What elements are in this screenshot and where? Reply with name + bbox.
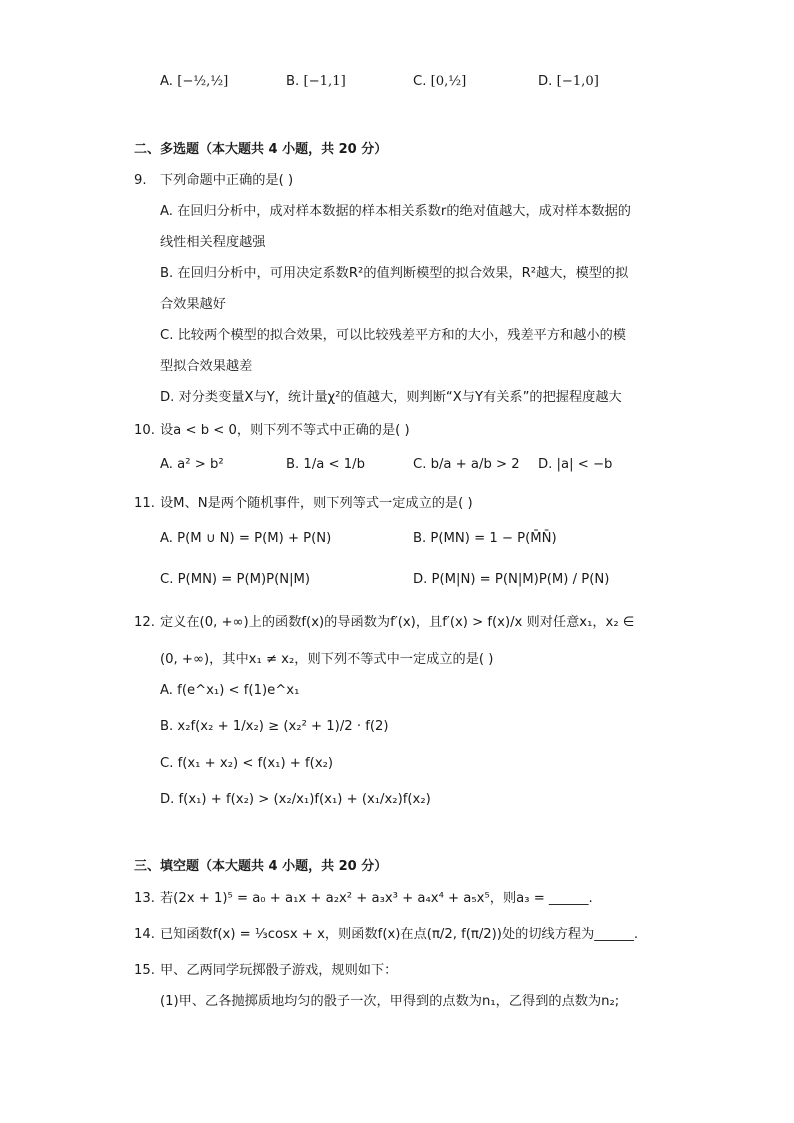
q14-text: 已知函数f(x) = ⅓cosx + x，则函数f(x)在点(π/2, f(π/2))处的切线方程为______. [160,927,639,942]
q12-option-c: C. f(x₁ + x₂) < f(x₁) + f(x₂) [160,756,334,771]
q9-option-c-line2: 型拟合效果越差 [160,359,253,374]
q9-option-d: D. 对分类变量X与Y，统计量χ²的值越大，则判断“X与Y有关系”的把握程度越大 [160,390,622,405]
q11-option-d: D. P(M|N) = P(N|M)P(M) / P(N) [413,572,610,587]
q10-stem: 设a < b < 0，则下列不等式中正确的是( ) [160,423,410,438]
q15-number: 15. [134,963,155,978]
q12-option-b: B. x₂f(x₂ + 1/x₂) ≥ (x₂² + 1)/2 · f(2) [160,719,389,734]
q10-option-d: D. |a| < −b [538,457,613,472]
q12-stem-line1: 定义在(0, +∞)上的函数f(x)的导函数为f′(x)，且f′(x) > f(x)/x 则对任意x₁，x₂ ∈ [160,615,635,630]
q15-rule-1: (1)甲、乙各抛掷质地均匀的骰子一次，甲得到的点数为n₁，乙得到的点数为n₂; [160,994,620,1009]
q8-option-b: B. [−1,1] [286,74,346,89]
q11-option-c: C. P(MN) = P(M)P(N|M) [160,572,311,587]
q13-number: 13. [134,891,155,906]
q8-option-a: A. [−½,½] [160,74,229,89]
q10-option-a: A. a² > b² [160,457,224,472]
q10-option-b: B. 1/a < 1/b [286,457,365,472]
q11-option-a: A. P(M ∪ N) = P(M) + P(N) [160,531,332,546]
q12-option-a: A. f(e^x₁) < f(1)e^x₁ [160,683,300,698]
section-title-fill-in: 三、填空题（本大题共 4 小题，共 20 分） [134,859,388,874]
q9-option-b-line1: B. 在回归分析中，可用决定系数R²的值判断模型的拟合效果，R²越大，模型的拟 [160,266,629,281]
q12-option-d: D. f(x₁) + f(x₂) > (x₂/x₁)f(x₁) + (x₁/x₂)f(x₂) [160,792,431,807]
q10-number: 10. [134,423,155,438]
q9-option-a-line2: 线性相关程度越强 [160,235,266,250]
q12-stem-line2: (0, +∞)，其中x₁ ≠ x₂，则下列不等式中一定成立的是( ) [160,652,494,667]
q15-text: 甲、乙两同学玩掷骰子游戏，规则如下： [160,963,398,978]
section-title-multiple-choice: 二、多选题（本大题共 4 小题，共 20 分） [134,142,388,157]
q9-number: 9. [134,173,147,188]
q9-option-c-line1: C. 比较两个模型的拟合效果，可以比较残差平方和的大小，残差平方和越小的模 [160,328,626,343]
q8-option-d: D. [−1,0] [538,74,599,89]
q11-stem: 设M、N是两个随机事件，则下列等式一定成立的是( ) [160,496,473,511]
q9-stem: 下列命题中正确的是( ) [160,173,294,188]
q10-option-c: C. b/a + a/b > 2 [413,457,520,472]
q12-number: 12. [134,615,155,630]
q9-option-a-line1: A. 在回归分析中，成对样本数据的样本相关系数r的绝对值越大，成对样本数据的 [160,204,631,219]
q9-option-b-line2: 合效果越好 [160,297,226,312]
q14-number: 14. [134,927,155,942]
q13-text: 若(2x + 1)⁵ = a₀ + a₁x + a₂x² + a₃x³ + a₄x⁴ + a₅x⁵，则a₃ = ______. [160,891,593,906]
q8-option-c: C. [0,½] [413,74,467,89]
q11-number: 11. [134,496,155,511]
q11-option-b: B. P(MN) = 1 − P(M̄N̄) [413,531,557,546]
